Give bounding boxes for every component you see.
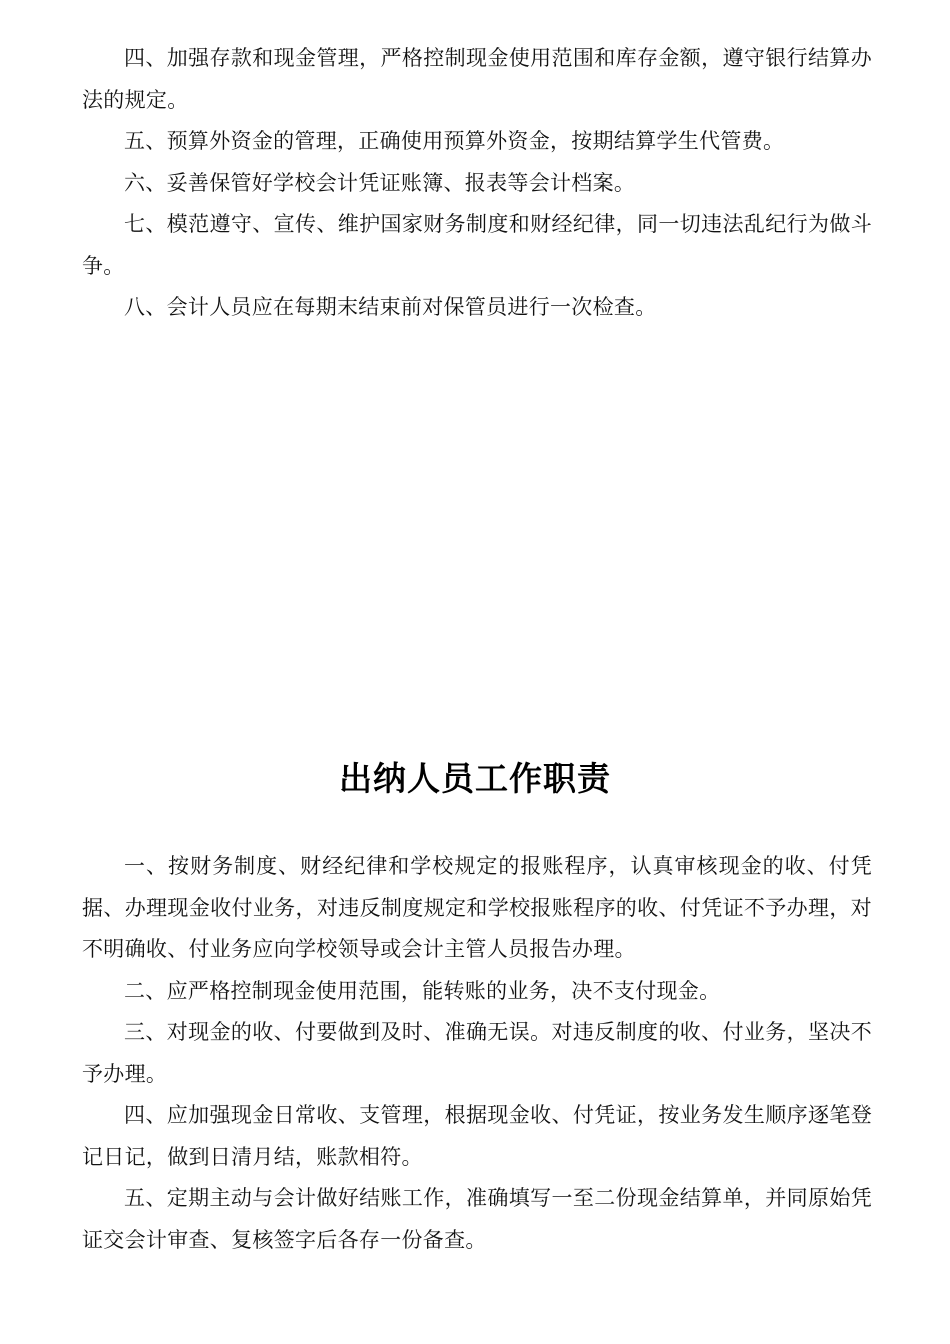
cashier-paragraph-1: 一、按财务制度、财经纪律和学校规定的报账程序，认真审核现金的收、付凭据、办理现金收付业务，对违反制度规定和学校报账程序的收、付凭证不予办理，对不明确收、付业务应向学校领导或会计主管人员报告办理。 [82,854,872,961]
paragraph-item-8: 八、会计人员应在每期末结束前对保管员进行一次检查。 [124,295,657,319]
paragraph-item-5: 五、预算外资金的管理，正确使用预算外资金，按期结算学生代管费。 [124,129,785,153]
paragraph-item-4: 四、加强存款和现金管理，严格控制现金使用范围和库存金额，遵守银行结算办法的规定。 [82,46,872,112]
paragraph-item-6: 六、妥善保管好学校会计凭证账簿、报表等会计档案。 [124,170,636,195]
cashier-duties [82,846,872,1261]
section-title: 出纳人员工作职责 [339,759,611,798]
cashier-paragraph-5: 五、定期主动与会计做好结账工作，准确填写一至二份现金结算单，并同原始凭证交会计审查、复核签字后各存一份备查。 [82,1186,872,1252]
accounting-duties-continued [82,38,872,329]
cashier-paragraph-4: 四、应加强现金日常收、支管理，根据现金收、付凭证，按业务发生顺序逐笔登记日记，做到日清月结，账款相符。 [82,1103,872,1169]
cashier-paragraph-2: 二、应严格控制现金使用范围，能转账的业务，决不支付现金。 [124,978,721,1003]
cashier-paragraph-3: 三、对现金的收、付要做到及时、准确无误。对违反制度的收、付业务，坚决不予办理。 [82,1020,872,1086]
paragraph-item-7: 七、模范遵守、宣传、维护国家财务制度和财经纪律，同一切违法乱纪行为做斗争。 [82,212,872,278]
